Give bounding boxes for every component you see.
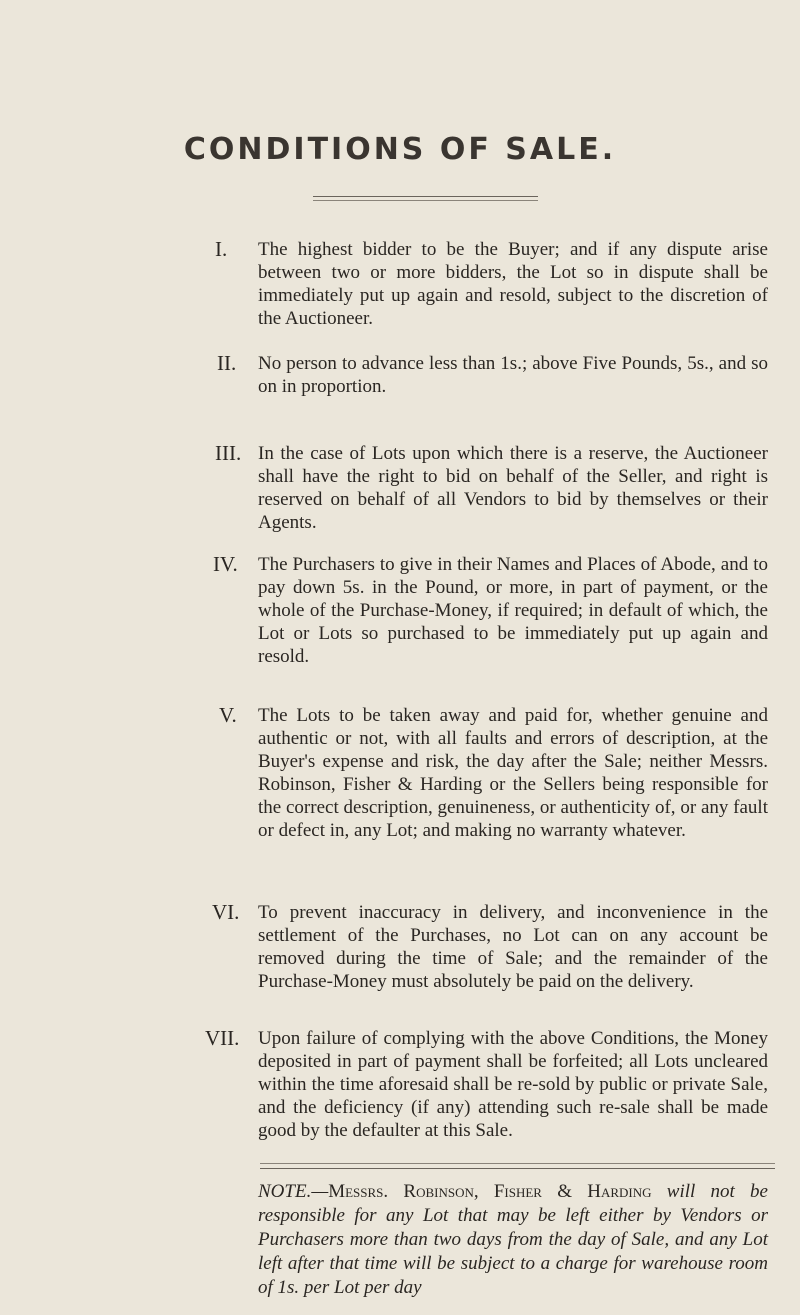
condition-3 <box>215 441 768 534</box>
condition-number: II. <box>217 351 237 375</box>
condition-7 <box>205 1026 768 1142</box>
condition-text: Upon failure of complying with the above Conditions, the Money deposited in part of payment shall be forfeited; all Lots uncleared within the time aforesaid shall be re-sold by public or private Sale, and the deficiency (if any) attending such re-sale shall be made good by the defaulter at this Sale. <box>258 1028 768 1141</box>
note-rule <box>260 1163 775 1164</box>
condition-text: The highest bidder to be the Buyer; and if any dispute arise between two or more bidders, the Lot so in dispute shall be immediately put up again and resold, subject to the discretion of the Auctioneer. <box>258 239 768 329</box>
condition-number: VI. <box>212 900 240 924</box>
condition-5 <box>219 703 768 842</box>
condition-number: I. <box>215 237 228 261</box>
condition-number: III. <box>215 441 242 465</box>
condition-number: VII. <box>205 1026 240 1050</box>
note-lead: NOTE.— <box>258 1181 329 1202</box>
condition-text: No person to advance less than 1s.; above Five Pounds, 5s., and so on in proportion. <box>258 353 768 397</box>
condition-number: IV. <box>213 552 238 576</box>
condition-text: The Lots to be taken away and paid for, whether genuine and authentic or not, with all faults and errors of description, at the Buyer's expense and risk, the day after the Sale; neither Messrs. Robinson, Fisher & Harding or the Sellers being responsible for the correct description, genuineness, or authenticity of, or any fault or defect in, any Lot; and making no warranty whatever. <box>258 705 768 841</box>
condition-4 <box>213 552 768 668</box>
note-rule-secondary <box>260 1168 775 1169</box>
condition-text: To prevent inaccuracy in delivery, and inconvenience in the settlement of the Purchases, no Lot can on any account be removed during the time of Sale; and the remainder of the Purchase-Money must absolutely be paid on the delivery. <box>258 902 768 992</box>
note-names: Messrs. Robinson, Fisher & Harding <box>328 1181 652 1202</box>
condition-text: In the case of Lots upon which there is a reserve, the Auctioneer shall have the right to bid on behalf of the Seller, and right is reserved on behalf of all Vendors to bid by themselves or their Agents. <box>258 443 768 533</box>
page-title: CONDITIONS OF SALE. <box>183 132 617 167</box>
condition-1 <box>215 237 768 330</box>
note-text: will not be responsible for any Lot that may be left either by Vendors or Purchasers more than two days from the day of Sale, and any Lot left after that time will be subject to a charge for warehouse room of 1s. per Lot per day <box>258 1181 768 1298</box>
title-rule-secondary <box>313 200 538 201</box>
condition-6 <box>212 900 768 993</box>
condition-text: The Purchasers to give in their Names and Places of Abode, and to pay down 5s. in the Pound, or more, in part of payment, or the whole of the Purchase-Money, if required; in default of which, the Lot or Lots so purchased to be immediately put up again and resold. <box>258 554 768 667</box>
condition-2 <box>217 351 768 398</box>
title-rule <box>313 196 538 197</box>
note-paragraph <box>258 1180 768 1300</box>
condition-number: V. <box>219 703 237 727</box>
